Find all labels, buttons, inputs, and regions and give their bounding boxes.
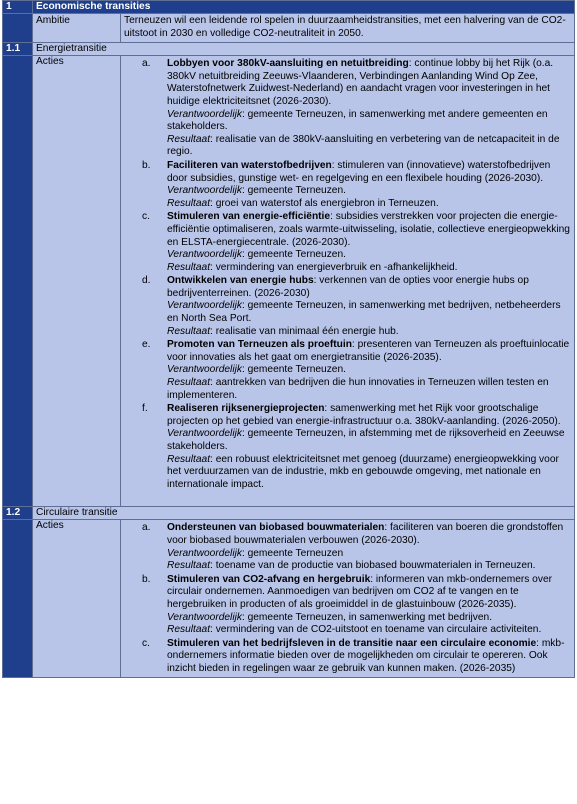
responsible-label: Verantwoordelijk [167, 611, 242, 623]
ambitie-row [3, 14, 575, 43]
action-letter: b. [142, 573, 151, 585]
circulair-acties-row [3, 520, 575, 677]
acties-label: Acties [33, 520, 121, 677]
action-letter: b. [142, 159, 151, 171]
responsible-text: : gemeente Terneuzen. [241, 185, 346, 197]
action-description: : verkennen van de opties voor energie hubs op bedrijventerreinen. (2026-2030) [167, 275, 529, 299]
ambitie-label: Ambitie [33, 14, 121, 43]
circulair-action-list [124, 522, 571, 675]
acties-label: Acties [33, 56, 121, 507]
result-text: : toename van de productie van biobased bouwmaterialen in Terneuzen. [210, 560, 536, 572]
result-label: Resultaat [167, 261, 211, 273]
action-description: : mkb-ondernemers informatie bieden over de mogelijkheden om circulair te opereren. Ook inzicht bieden in regelingen waar ze gebruik van kunnen maken. (2026-2035) [167, 637, 565, 674]
transitions-table [2, 0, 575, 678]
action-description: : stimuleren van (innovatieve) waterstofbedrijven door subsidies, gunstige wet- en regelgeving en een flexibele houding (2026-2030). [167, 159, 551, 184]
responsible-text: : gemeente Terneuzen, in samenwerking met andere gemeenten en stakeholders. [167, 108, 548, 133]
result-text: : aantrekken van bedrijven die hun innovaties in Terneuzen willen testen en implementeren. [167, 377, 549, 401]
action-item [124, 638, 571, 676]
action-letter: c. [142, 211, 150, 223]
responsible-text: : gemeente Terneuzen, in afstemming met de rijksoverheid en Zeeuwse stakeholders. [167, 428, 565, 452]
section-title: Economische transities [33, 1, 575, 14]
responsible-label: Verantwoordelijk [167, 108, 242, 120]
result-text: : vermindering van energieverbruik en -afhankelijkheid. [210, 261, 458, 273]
action-title: Lobbyen voor 380kV-aansluiting en netuitbreiding [167, 58, 409, 70]
responsible-label: Verantwoordelijk [167, 185, 242, 197]
action-description: : continue lobby bij het Rijk (o.a. 380kV netuitbreiding Zeeuws-Vlaanderen, Verbindingen Aanlanding Wind Op Zee, Waterstofnetwerk Zuidwest-Nederland) en aandacht vragen voor investeringen in het huidige elektriciteitsnet (2026-2030). [167, 58, 554, 107]
action-description: : subsidies verstrekken voor projecten die energie-efficiëntie optimaliseren, zoals warmte-uitwisseling, isolatie, collectieve energieopwekking en ELSTA-energiecentrale. (2026-2030). [167, 211, 570, 248]
action-item [124, 58, 571, 159]
result-label: Resultaat [167, 133, 211, 145]
action-item [124, 275, 571, 338]
result-text: : realisatie van de 380kV-aansluiting en verbetering van de netcapaciteit in de regio. [167, 133, 560, 158]
result-text: : realisatie van minimaal één energie hub. [210, 325, 399, 337]
action-item [124, 339, 571, 402]
result-label: Resultaat [167, 377, 211, 389]
result-text: : vermindering van de CO2-uitstoot en toename van circulaire activiteiten. [210, 624, 542, 636]
responsible-label: Verantwoordelijk [167, 249, 242, 261]
action-title: Promoten van Terneuzen als proeftuin [167, 339, 352, 351]
subsection-title: Energietransitie [33, 43, 575, 56]
action-title: Ontwikkelen van energie hubs [167, 275, 314, 287]
responsible-text: : gemeente Terneuzen, in samenwerking met bedrijven, netbeheerders en North Sea Port. [167, 300, 561, 325]
result-label: Resultaat [167, 624, 211, 636]
action-letter: e. [142, 339, 151, 351]
action-title: Faciliteren van waterstofbedrijven [167, 159, 332, 171]
action-title: Stimuleren van CO2-afvang en hergebruik [167, 573, 371, 585]
result-label: Resultaat [167, 453, 211, 465]
action-letter: d. [142, 275, 151, 287]
responsible-text: : gemeente Terneuzen. [241, 249, 346, 261]
responsible-label: Verantwoordelijk [167, 300, 242, 312]
action-item [124, 574, 571, 637]
subsection-number: 1.2 [3, 507, 33, 520]
action-title: Stimuleren van het bedrijfsleven in de transitie naar een circulaire economie [167, 637, 537, 649]
responsible-label: Verantwoordelijk [167, 547, 242, 559]
responsible-text: : gemeente Terneuzen, in samenwerking met bedrijven. [241, 611, 493, 623]
section-header-row [3, 1, 575, 14]
action-title: Ondersteunen van biobased bouwmaterialen [167, 522, 385, 534]
action-letter: a. [142, 522, 151, 534]
action-description: : faciliteren van boeren die grondstoffen voor biobased bouwmaterialen verbouwen (2026-2030). [167, 522, 564, 546]
action-item [124, 403, 571, 491]
action-letter: a. [142, 58, 151, 70]
responsible-text: : gemeente Terneuzen [241, 547, 344, 559]
energie-acties-row [3, 56, 575, 507]
action-letter: f. [142, 403, 148, 415]
ambitie-text: Terneuzen wil een leidende rol spelen in duurzaamheidstransities, met een halvering van de CO2-uitstoot in 2030 en volledige CO2-neutraliteit in 2050. [121, 14, 575, 43]
subsection-number: 1.1 [3, 43, 33, 56]
result-text: : groei van waterstof als energiebron in Terneuzen. [210, 197, 439, 209]
subsection-header-energie [3, 43, 575, 56]
action-title: Stimuleren van energie-efficiëntie [167, 211, 331, 223]
result-label: Resultaat [167, 325, 211, 337]
responsible-label: Verantwoordelijk [167, 364, 242, 376]
action-description: : samenwerking met het Rijk voor grootschalige projecten op het gebied van energie-infrastructuur o.a. 380kV-aanlanding. (2026-2050). [167, 403, 561, 427]
energie-action-list [124, 58, 571, 491]
action-description: : informeren van mkb-ondernemers over circulair ondernemen. Aanmoedigen van bedrijven om CO2 af te vangen en te hergebruiken in producten of als groeimiddel in de glastuinbouw (2026-2035). [167, 573, 553, 610]
action-title: Realiseren rijksenergieprojecten [167, 403, 325, 415]
result-text: : een robuust elektriciteitsnet met genoeg (duurzame) energieopwekking voor het verduurzamen van de industrie, mkb en gebouwde omgeving, met nationale en internationale impact. [167, 453, 559, 490]
subsection-title: Circulaire transitie [33, 507, 575, 520]
action-letter: c. [142, 637, 150, 649]
action-description: : presenteren van Terneuzen als proeftuinlocatie voor innovaties als het gaat om energietransitie (2026-2035). [167, 339, 570, 363]
result-label: Resultaat [167, 560, 211, 572]
subsection-header-circulair [3, 507, 575, 520]
responsible-label: Verantwoordelijk [167, 428, 242, 440]
responsible-text: : gemeente Terneuzen. [241, 364, 346, 376]
result-label: Resultaat [167, 197, 211, 209]
action-item [124, 211, 571, 274]
action-item [124, 160, 571, 210]
action-item [124, 522, 571, 572]
section-number: 1 [3, 1, 33, 14]
